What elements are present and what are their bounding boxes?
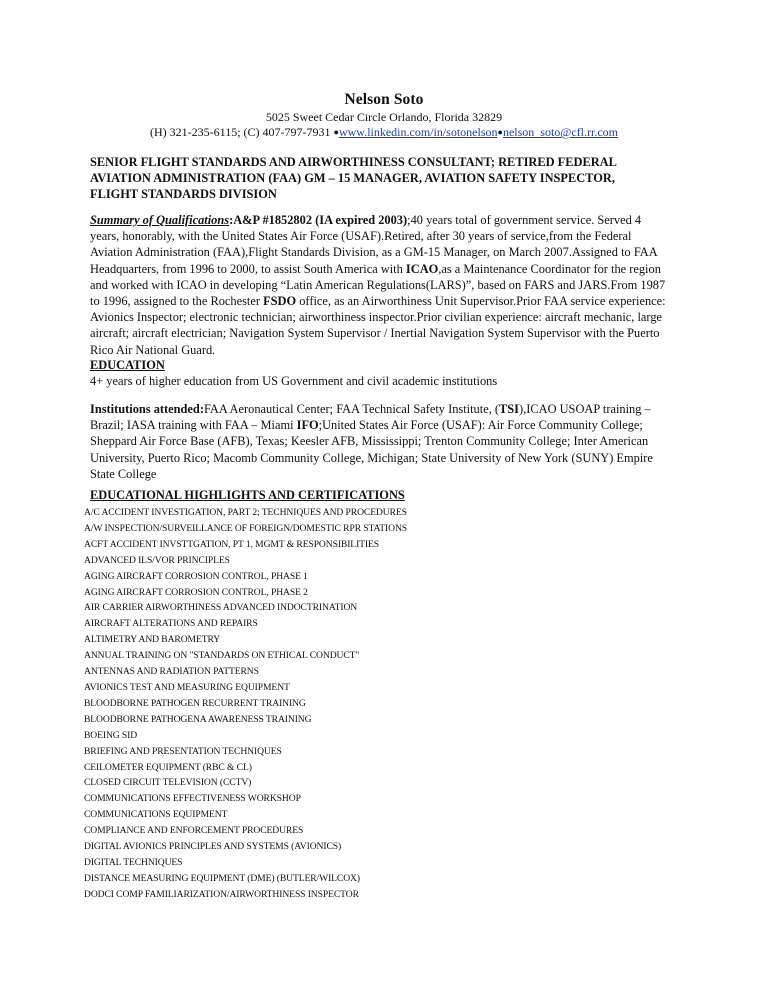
summary-line: Aviation Administration (FAA),Flight Standards Division, as a GM-15 Manager, on March 2007.Assigned to FAA [90,245,658,260]
headline-line: AVIATION ADMINISTRATION (FAA) GM – 15 MANAGER, AVIATION SAFETY INSPECTOR, [90,171,615,186]
list-item: AGING AIRCRAFT CORROSION CONTROL, PHASE 1 [84,570,308,582]
certifications-list [84,505,407,903]
institutions-line: State College [90,466,157,481]
email-link[interactable]: nelson_soto@cfl.rr.com [502,125,618,139]
bullet-icon: ● [497,127,503,137]
headline-line: FLIGHT STANDARDS DIVISION [90,187,277,202]
contact-line [0,125,768,140]
summary-label: Summary of Qualifications [90,213,230,227]
list-item: COMMUNICATIONS EQUIPMENT [84,809,228,821]
summary-line: and worked with ICAO in developing “Latin American Regulations(LARS)”, based on FARS and JARS.From 1987 [90,277,666,292]
institutions-line: Brazil; IASA training with FAA – Miami IFO;United States Air Force (USAF): Air Force Community College; [90,418,643,433]
institutions-label: Institutions attended: [90,402,204,416]
list-item: ALTIMETRY AND BAROMETRY [84,634,221,646]
summary-section [90,212,690,358]
headline-line: SENIOR FLIGHT STANDARDS AND AIRWORTHINESS CONSULTANT; RETIRED FEDERAL [90,155,617,169]
list-item: ACFT ACCIDENT INVSTTGATION, PT 1, MGMT & RESPONSIBILITIES [84,538,380,550]
list-item: AVIONICS TEST AND MEASURING EQUIPMENT [84,681,290,693]
institutions-section [90,401,690,482]
address-line: 5025 Sweet Cedar Circle Orlando, Florida 32829 [265,110,503,124]
list-item: BRIEFING AND PRESENTATION TECHNIQUES [84,745,282,757]
list-item: BLOODBORNE PATHOGENA AWARENESS TRAINING [84,713,312,725]
list-item: AGING AIRCRAFT CORROSION CONTROL, PHASE 2 [84,586,308,598]
fsdo-term: FSDO [263,294,297,309]
list-item: A/C ACCIDENT INVESTIGATION, PART 2; TECHNIQUES AND PROCEDURES [84,507,407,518]
list-item: BOEING SID [84,729,138,741]
institutions-line: University, Puerto Rico; Macomb Community College, Michigan; State University of New York (SUNY) Empire [90,450,653,465]
list-item: CLOSED CIRCUIT TELEVISION (CCTV) [84,777,252,789]
list-item: DISTANCE MEASURING EQUIPMENT (DME) (BUTLER/WILCOX) [84,872,360,884]
linkedin-link[interactable]: www.linkedin.com/in/sotonelson [338,125,498,139]
education-text: 4+ years of higher education from US Government and civil academic institutions [90,374,498,388]
summary-line: Headquarters, from 1996 to 2000, to assist South America with ICAO,as a Maintenance Coordinator for the region [90,261,661,276]
list-item: DODCI COMP FAMILIARIZATION/AIRWORTHINESS INSPECTOR [84,888,359,900]
institutions-line: Institutions attended:FAA Aeronautical Center; FAA Technical Safety Institute, (TSI),ICAO USOAP training – [90,402,651,416]
list-item: DIGITAL AVIONICS PRINCIPLES AND SYSTEMS (AVIONICS) [84,841,342,853]
list-item: COMMUNICATIONS EFFECTIVENESS WORKSHOP [84,793,301,805]
bullet-icon: ● [333,127,339,137]
list-item: ANTENNAS AND RADIATION PATTERNS [84,666,259,678]
phone-numbers: (H) 321-235-6115; (C) 407-797-7931 [150,125,334,139]
summary-line: Rico Air National Guard. [90,342,216,357]
list-item: AIR CARRIER AIRWORTHINESS ADVANCED INDOCTRINATION [84,602,358,614]
ap-certificate: :A&P #1852802 (IA expired 2003) [229,213,408,227]
list-item: A/W INSPECTION/SURVEILLANCE OF FOREIGN/DOMESTIC RPR STATIONS [84,522,408,534]
summary-line: Avionics Inspector; electronic technician; airworthiness inspector.Prior civilian experience: aircraft mechanic, large [90,310,663,325]
list-item: CEILOMETER EQUIPMENT (RBC & CL) [84,761,252,773]
professional-headline [90,154,690,203]
certifications-heading: EDUCATIONAL HIGHLIGHTS AND CERTIFICATIONS [90,488,405,502]
summary-line: Summary of Qualifications:A&P #1852802 (IA expired 2003);40 years total of government service. Served 4 [90,213,642,227]
resume-name: Nelson Soto [344,91,424,108]
list-item: COMPLIANCE AND ENFORCEMENT PROCEDURES [84,825,304,837]
list-item: ANNUAL TRAINING ON "STANDARDS ON ETHICAL CONDUCT" [84,650,360,662]
ifo-term: IFO [296,418,319,433]
list-item: BLOODBORNE PATHOGEN RECURRENT TRAINING [84,697,306,709]
icao-term: ICAO [405,261,439,276]
summary-line: to 1996, assigned to the Rochester FSDO office, as an Airworthiness Unit Supervisor.Prior FAA service experience: [90,294,666,309]
tsi-term: TSI [499,402,519,416]
list-item: ADVANCED ILS/VOR PRINCIPLES [84,554,230,566]
institutions-line: Sheppard Air Force Base (AFB), Texas; Keesler AFB, Mississippi; Trenton Community College; Inter American [90,434,649,449]
list-item: AIRCRAFT ALTERATIONS AND REPAIRS [84,618,258,630]
summary-line: aircraft; aircraft electrician; Navigation System Supervisor / Inertial Navigation System Supervisor with the Puerto [90,326,660,341]
summary-line: years, honorably, with the United States Air Force (USAF).Retired, after 30 years of service,from the Federal [90,229,632,244]
education-heading: EDUCATION [90,358,165,372]
list-item: DIGITAL TECHNIQUES [84,856,183,868]
